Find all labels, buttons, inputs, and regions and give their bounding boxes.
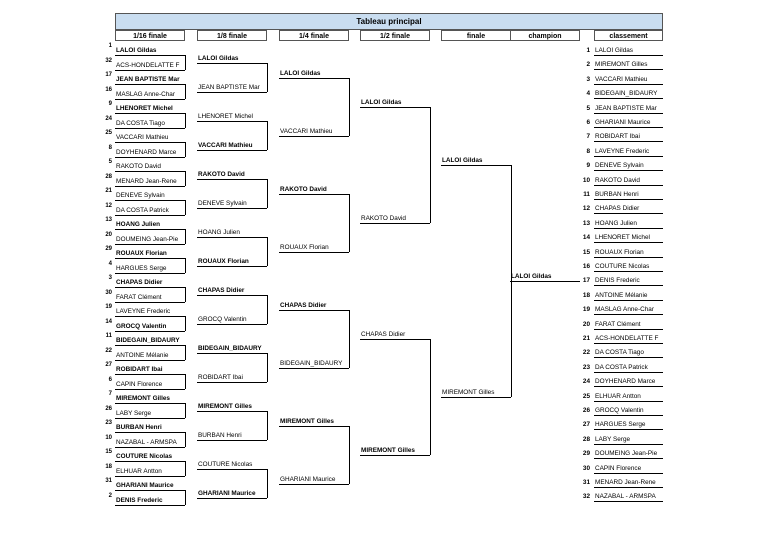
bracket-line	[594, 429, 663, 430]
bracket-line	[594, 242, 663, 243]
ranking-position: 25	[582, 392, 590, 400]
ranking-position: 30	[582, 464, 590, 472]
bracket-line	[115, 403, 185, 404]
bracket-line	[185, 200, 186, 215]
bracket-line	[349, 78, 350, 136]
bracket-line	[185, 345, 186, 360]
seed-number: 25	[105, 130, 112, 136]
ranking-position: 14	[582, 234, 590, 242]
player-name: BURBAN Henri	[116, 424, 162, 431]
ranking-name: BIDEGAIN_BIDAURY	[595, 90, 658, 98]
bracket-line	[594, 372, 663, 373]
bracket-line	[115, 200, 185, 201]
ranking-name: LABY Serge	[595, 435, 631, 443]
bracket-line	[185, 461, 186, 476]
ranking-name: CHAPAS Didier	[595, 205, 640, 213]
bracket-line	[279, 426, 349, 427]
bracket-line	[594, 55, 663, 56]
bracket-line	[197, 498, 267, 499]
player-name: ELHUAR Antton	[116, 467, 162, 475]
ranking-name: HARGUES Serge	[595, 421, 646, 429]
ranking-position: 22	[582, 349, 590, 357]
bracket-line	[267, 411, 268, 440]
ranking-name: ELHUAR Antton	[595, 392, 641, 400]
bracket-line	[185, 403, 186, 418]
player-name: FARAT Clément	[116, 293, 162, 301]
bracket-line	[115, 244, 185, 245]
player-name: HOANG Julien	[198, 229, 240, 237]
ranking-position: 28	[582, 435, 590, 443]
seed-number: 24	[105, 115, 112, 122]
bracket-line	[197, 411, 267, 412]
bracket-line	[115, 345, 185, 346]
player-name: RAKOTO David	[280, 185, 327, 193]
ranking-name: GHARIANI Maurice	[595, 119, 651, 126]
ranking-position: 15	[582, 248, 590, 256]
bracket-line	[197, 208, 267, 209]
bracket-line	[115, 229, 185, 230]
bracket-line	[115, 331, 185, 332]
bracket-line	[197, 121, 267, 122]
bracket-line	[594, 228, 663, 229]
bracket-line	[594, 386, 663, 387]
bracket-line	[197, 150, 267, 151]
ranking-position: 10	[582, 176, 590, 184]
bracket-line	[594, 487, 663, 488]
player-name: LABY Serge	[116, 409, 152, 417]
player-name: VACCARI Mathieu	[198, 142, 253, 150]
seed-number: 18	[105, 463, 112, 470]
ranking-position: 29	[582, 450, 590, 458]
ranking-name: ROBIDART Ibai	[595, 133, 640, 141]
seed-number: 17	[105, 72, 112, 78]
bracket-line	[197, 382, 267, 383]
ranking-position: 18	[582, 291, 590, 299]
player-name: BIDEGAIN_BIDAURY	[280, 359, 343, 367]
player-name: LALOI Gildas	[442, 156, 483, 164]
player-name: CHAPAS Didier	[280, 301, 327, 309]
column-header: 1/8 finale	[197, 30, 267, 41]
bracket-line	[115, 476, 185, 477]
bracket-line	[115, 55, 185, 56]
bracket-line	[197, 179, 267, 180]
bracket-line	[115, 84, 185, 85]
bracket-line	[441, 165, 511, 166]
bracket-line	[594, 343, 663, 344]
player-name: CHAPAS Didier	[116, 279, 163, 286]
bracket-line	[360, 339, 430, 340]
bracket-line	[185, 432, 186, 447]
bracket-line	[115, 374, 185, 375]
bracket-line	[115, 142, 185, 143]
bracket-line	[594, 98, 663, 99]
player-name: GROCQ Valentin	[116, 322, 167, 330]
column-header: 1/16 finale	[115, 30, 185, 41]
bracket-line	[594, 141, 663, 142]
player-name: VACCARI Mathieu	[116, 134, 169, 141]
player-name: CHAPAS Didier	[361, 330, 406, 338]
ranking-name: VACCARI Mathieu	[595, 75, 648, 83]
bracket-line	[279, 78, 349, 79]
ranking-name: LHENORET Michel	[595, 234, 650, 242]
bracket-line	[594, 84, 663, 85]
bracket-line	[267, 295, 268, 324]
player-name: GHARIANI Maurice	[198, 490, 256, 498]
bracket-line	[594, 127, 663, 128]
bracket-line	[349, 194, 350, 252]
seed-number: 8	[108, 144, 112, 151]
bracket-line	[594, 113, 663, 114]
player-name: LHENORET Michel	[116, 105, 173, 112]
bracket-line	[360, 223, 430, 224]
bracket-line	[594, 401, 663, 402]
bracket-line	[115, 302, 185, 303]
player-name: JEAN BAPTISTE Mar	[116, 76, 180, 83]
ranking-name: DOUMEING Jean-Pie	[595, 450, 658, 458]
bracket-line	[197, 92, 267, 93]
bracket-line	[594, 285, 663, 286]
bracket-line	[115, 389, 185, 390]
ranking-position: 23	[582, 363, 590, 371]
ranking-position: 32	[582, 493, 590, 501]
seed-number: 16	[105, 86, 112, 93]
ranking-position: 4	[586, 90, 590, 98]
ranking-position: 6	[586, 119, 590, 126]
bracket-line	[349, 426, 350, 484]
player-name: LALOI Gildas	[198, 55, 239, 63]
bracket-line	[267, 469, 268, 498]
seed-number: 30	[105, 289, 112, 296]
seed-number: 21	[105, 188, 112, 194]
player-name: DENIS Frederic	[116, 496, 163, 504]
ranking-position: 8	[586, 147, 590, 155]
seed-number: 5	[108, 159, 112, 165]
bracket-line	[197, 324, 267, 325]
ranking-name: FARAT Clément	[595, 320, 641, 328]
table-title: Tableau principal	[115, 13, 663, 30]
seed-number: 3	[108, 275, 112, 281]
player-name: RAKOTO David	[198, 171, 245, 179]
player-name: LALOI Gildas	[116, 47, 157, 54]
bracket-line	[594, 69, 663, 70]
bracket-line	[430, 339, 431, 455]
ranking-name: LALOI Gildas	[595, 47, 634, 54]
player-name: GHARIANI Maurice	[116, 482, 174, 489]
player-name: BIDEGAIN_BIDAURY	[198, 345, 262, 353]
bracket-line	[594, 458, 663, 459]
seed-number: 12	[105, 202, 112, 209]
seed-number: 26	[105, 405, 112, 412]
bracket-line	[594, 415, 663, 416]
ranking-position: 5	[586, 104, 590, 112]
ranking-name: CAPIN Florence	[595, 464, 642, 472]
bracket-line	[197, 266, 267, 267]
bracket-line	[115, 99, 185, 100]
bracket-line	[185, 142, 186, 157]
seed-number: 4	[108, 260, 112, 267]
ranking-position: 24	[582, 378, 590, 386]
bracket-line	[360, 455, 430, 456]
bracket-line	[594, 185, 663, 186]
bracket-line	[115, 186, 185, 187]
bracket-line	[594, 300, 663, 301]
bracket-line	[197, 440, 267, 441]
column-header: finale	[441, 30, 511, 41]
seed-number: 9	[108, 101, 112, 107]
player-name: NAZABAL - ARMSPA	[116, 438, 177, 446]
bracket-line	[360, 107, 430, 108]
ranking-name: DENIS Frederic	[595, 277, 640, 285]
ranking-position: 17	[582, 277, 590, 285]
player-name: GHARIANI Maurice	[280, 475, 336, 483]
player-name: MASLAG Anne-Char	[116, 90, 175, 98]
seed-number: 2	[108, 492, 112, 499]
player-name: MIREMONT Gilles	[116, 395, 170, 402]
player-name: LALOI Gildas	[280, 69, 321, 77]
bracket-line	[197, 63, 267, 64]
seed-number: 22	[105, 347, 112, 354]
ranking-name: ANTOINE Mélanie	[595, 291, 648, 299]
ranking-name: GROCQ Valentin	[595, 407, 644, 414]
bracket-line	[267, 63, 268, 92]
ranking-name: NAZABAL - ARMSPA	[595, 493, 656, 501]
bracket-line	[115, 287, 185, 288]
player-name: ROUAUX Florian	[280, 243, 329, 251]
player-name: VACCARI Mathieu	[280, 127, 333, 135]
seed-number: 31	[105, 478, 112, 484]
ranking-position: 20	[582, 320, 590, 328]
bracket-line	[441, 397, 511, 398]
player-name: DENEVE Sylvain	[198, 200, 247, 208]
bracket-line	[185, 229, 186, 244]
bracket-line	[185, 84, 186, 99]
bracket-line	[115, 215, 185, 216]
seed-number: 23	[105, 420, 112, 426]
ranking-position: 7	[586, 133, 590, 141]
bracket-line	[115, 360, 185, 361]
bracket-line	[594, 314, 663, 315]
player-name: COUTURE Nicolas	[116, 453, 173, 460]
bracket-line	[197, 295, 267, 296]
ranking-name: BURBAN Henri	[595, 191, 639, 198]
ranking-name: DOYHENARD Marce	[595, 378, 656, 386]
player-name: MENARD Jean-Rene	[116, 177, 177, 185]
bracket-line	[594, 329, 663, 330]
bracket-line	[279, 252, 349, 253]
bracket-line	[279, 368, 349, 369]
player-name: DENEVE Sylvain	[116, 192, 165, 199]
ranking-position: 16	[582, 263, 590, 270]
player-name: MIREMONT Gilles	[280, 417, 334, 425]
seed-number: 27	[105, 362, 112, 368]
player-name: ROBIDART Ibai	[116, 366, 163, 373]
ranking-name: HOANG Julien	[595, 219, 637, 227]
bracket-line	[115, 490, 185, 491]
ranking-name: MENARD Jean-Rene	[595, 479, 656, 486]
ranking-name: DA COSTA Patrick	[595, 363, 648, 371]
bracket-line	[115, 258, 185, 259]
player-name: ROUAUX Florian	[116, 250, 167, 257]
bracket-line	[115, 128, 185, 129]
bracket-line	[185, 55, 186, 70]
column-header: 1/2 finale	[360, 30, 430, 41]
player-name: MIREMONT Gilles	[198, 403, 252, 411]
bracket-line	[510, 281, 580, 282]
player-name: LHENORET Michel	[198, 113, 253, 121]
player-name: RAKOTO David	[116, 163, 161, 170]
ranking-name: RAKOTO David	[595, 176, 640, 184]
bracket-line	[594, 156, 663, 157]
player-name: LAVEYNE Frederic	[116, 308, 171, 315]
ranking-position: 3	[586, 75, 590, 83]
ranking-position: 13	[582, 219, 590, 227]
ranking-position: 9	[586, 162, 590, 170]
seed-number: 13	[105, 217, 112, 223]
ranking-name: DA COSTA Tiago	[595, 349, 644, 357]
column-header: champion	[510, 30, 580, 41]
bracket-line	[115, 432, 185, 433]
bracket-line	[279, 194, 349, 195]
ranking-position: 27	[582, 421, 590, 429]
bracket-line	[430, 107, 431, 223]
ranking-position: 21	[582, 335, 590, 342]
ranking-name: DENEVE Sylvain	[595, 162, 644, 170]
ranking-name: MASLAG Anne-Char	[595, 306, 654, 314]
bracket-line	[197, 469, 267, 470]
bracket-line	[185, 258, 186, 273]
player-name: LALOI Gildas	[361, 98, 402, 106]
player-name: CAPIN Florence	[116, 380, 163, 388]
seed-number: 32	[105, 57, 112, 64]
player-name: MIREMONT Gilles	[361, 446, 415, 454]
ranking-name: LAVEYNE Frederic	[595, 147, 650, 155]
seed-number: 10	[105, 434, 112, 441]
bracket-line	[197, 353, 267, 354]
seed-number: 14	[105, 318, 112, 325]
ranking-name: COUTURE Nicolas	[595, 263, 650, 270]
ranking-position: 31	[582, 479, 590, 486]
bracket-line	[115, 273, 185, 274]
player-name: HOANG Julien	[116, 221, 161, 228]
bracket-line	[185, 316, 186, 331]
ranking-position: 26	[582, 407, 590, 414]
seed-number: 6	[108, 376, 112, 383]
player-name: CHAPAS Didier	[198, 287, 245, 295]
bracket-line	[115, 461, 185, 462]
player-name: RAKOTO David	[361, 214, 406, 222]
player-name: ACS-HONDELATTE F	[116, 61, 180, 69]
player-name: DA COSTA Tiago	[116, 119, 165, 127]
ranking-name: ACS-HONDELATTE F	[595, 335, 659, 342]
bracket-line	[185, 171, 186, 186]
bracket-line	[185, 490, 186, 505]
bracket-line	[279, 484, 349, 485]
ranking-position: 19	[582, 306, 590, 314]
bracket-line	[594, 473, 663, 474]
bracket-line	[115, 316, 185, 317]
seed-number: 28	[105, 173, 112, 180]
player-name: JEAN BAPTISTE Mar	[198, 84, 260, 92]
player-name: ROUAUX Florian	[198, 258, 249, 266]
bracket-line	[594, 213, 663, 214]
player-name: COUTURE Nicolas	[198, 461, 253, 469]
ranking-position: 11	[583, 191, 590, 198]
bracket-line	[279, 136, 349, 137]
column-header: 1/4 finale	[279, 30, 349, 41]
bracket-line	[185, 113, 186, 128]
ranking-name: MIREMONT Gilles	[595, 61, 648, 69]
seed-number: 11	[105, 333, 112, 339]
bracket-line	[115, 505, 185, 506]
player-name: HARGUES Serge	[116, 264, 167, 272]
bracket-line	[115, 113, 185, 114]
bracket-line	[594, 257, 663, 258]
bracket-line	[115, 157, 185, 158]
bracket-line	[594, 199, 663, 200]
seed-number: 1	[108, 43, 112, 49]
champion-name: LALOI Gildas	[511, 272, 552, 280]
bracket-line	[115, 447, 185, 448]
column-header: classement	[594, 30, 663, 41]
player-name: DOUMEING Jean-Pie	[116, 235, 179, 243]
bracket-line	[267, 353, 268, 382]
seed-number: 7	[108, 391, 112, 397]
seed-number: 20	[105, 231, 112, 238]
ranking-position: 12	[582, 205, 590, 213]
bracket-line	[185, 287, 186, 302]
bracket-line	[594, 501, 663, 502]
bracket-line	[267, 179, 268, 208]
player-name: DOYHENARD Marce	[116, 148, 177, 156]
seed-number: 15	[105, 449, 112, 455]
ranking-position: 2	[586, 61, 590, 69]
player-name: ROBIDART Ibai	[198, 374, 243, 382]
player-name: BURBAN Henri	[198, 432, 242, 440]
player-name: GROCQ Valentin	[198, 316, 247, 324]
ranking-name: JEAN BAPTISTE Mar	[595, 104, 657, 112]
bracket-line	[267, 237, 268, 266]
bracket-line	[267, 121, 268, 150]
bracket-line	[115, 70, 185, 71]
bracket-line	[185, 374, 186, 389]
ranking-position: 1	[586, 47, 590, 54]
player-name: DA COSTA Patrick	[116, 206, 169, 214]
bracket-line	[115, 418, 185, 419]
bracket-line	[349, 310, 350, 368]
player-name: ANTOINE Mélanie	[116, 351, 169, 359]
seed-number: 29	[105, 246, 112, 252]
player-name: MIREMONT Gilles	[442, 388, 495, 396]
bracket-line	[594, 271, 663, 272]
bracket-line	[197, 237, 267, 238]
seed-number: 19	[105, 304, 112, 310]
player-name: BIDEGAIN_BIDAURY	[116, 337, 180, 344]
ranking-name: ROUAUX Florian	[595, 248, 644, 256]
bracket-line	[594, 444, 663, 445]
bracket-line	[279, 310, 349, 311]
bracket-line	[594, 357, 663, 358]
bracket-line	[594, 170, 663, 171]
bracket-line	[115, 171, 185, 172]
